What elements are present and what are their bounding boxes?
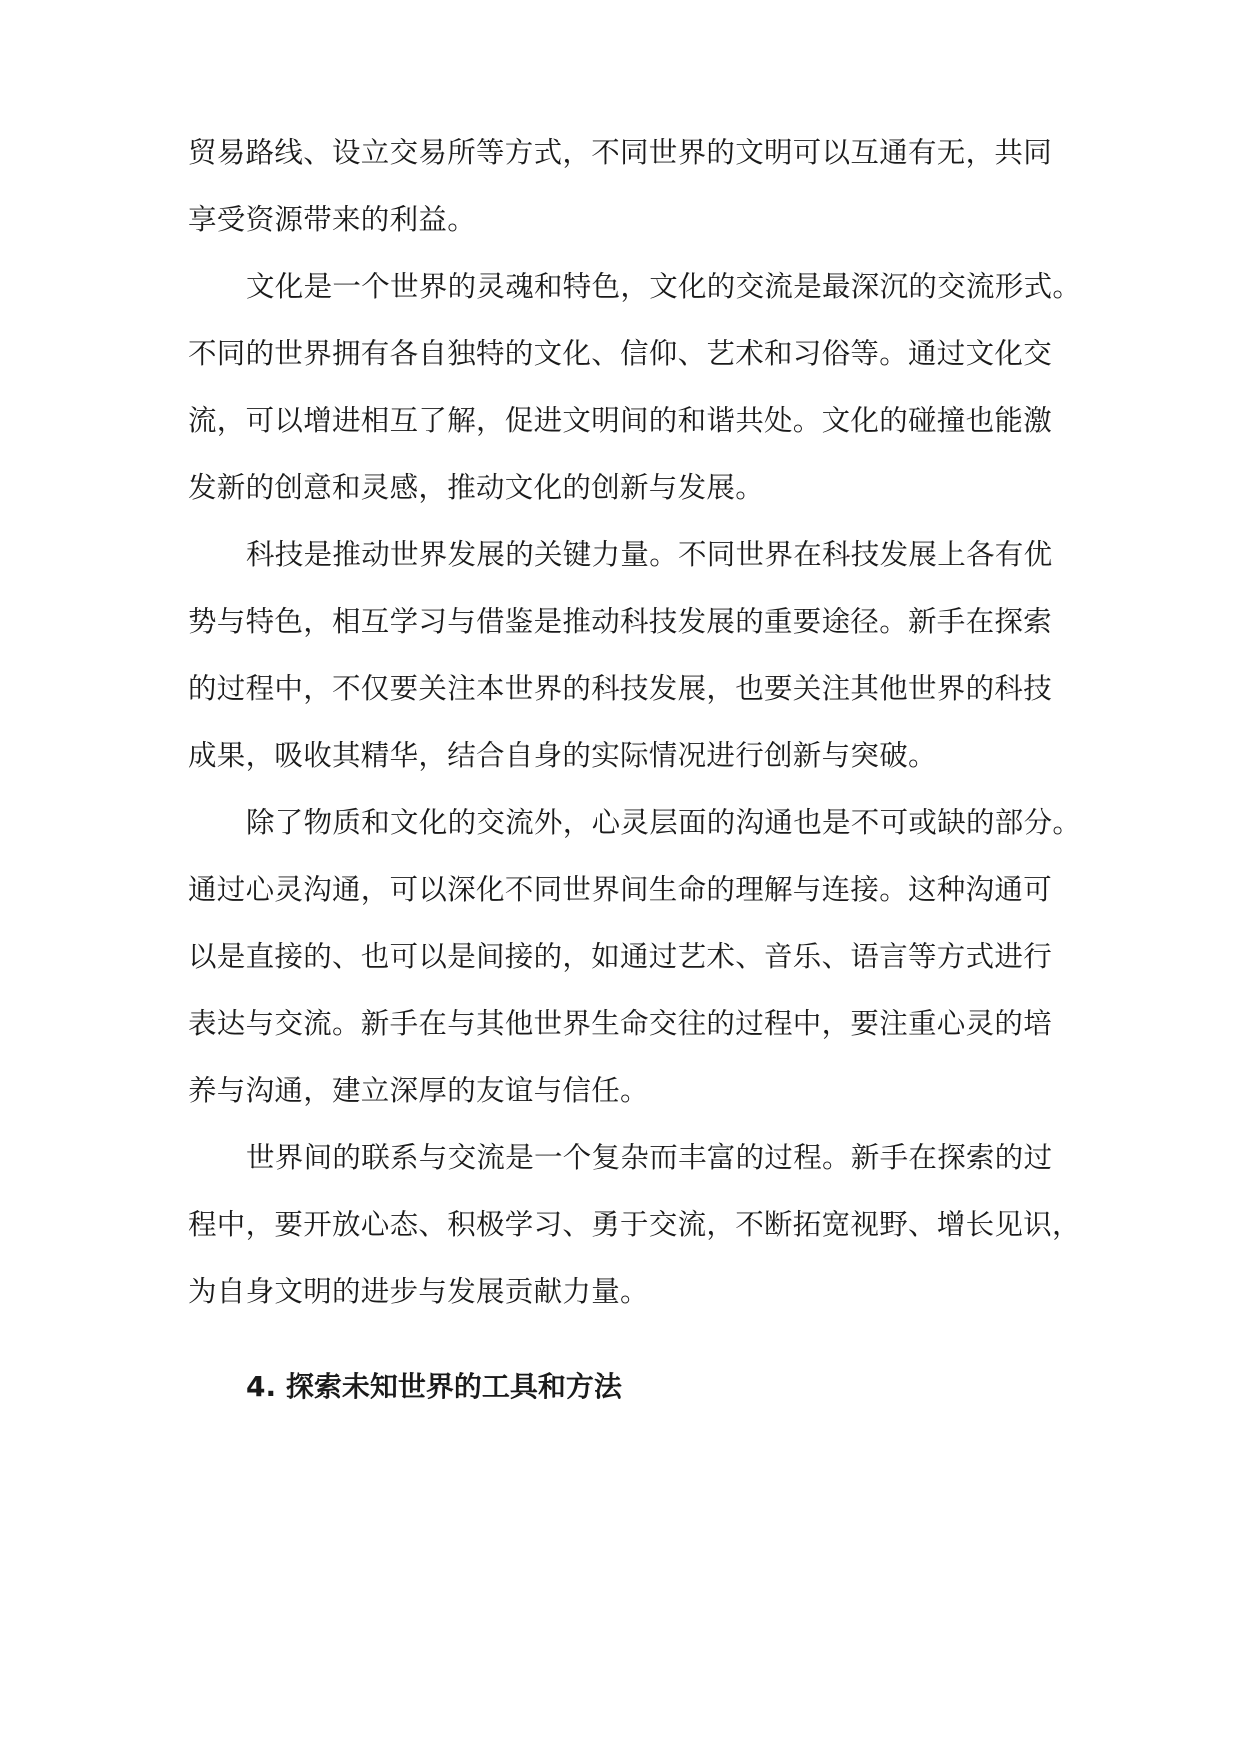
text-line: 以是直接的、也可以是间接的，如通过艺术、音乐、语言等方式进行: [188, 940, 1053, 973]
text-line: 发新的创意和灵感，推动文化的创新与发展。: [188, 471, 765, 504]
text-line: 养与沟通，建立深厚的友谊与信任。: [188, 1074, 649, 1107]
text-line: 科技是推动世界发展的关键力量。不同世界在科技发展上各有优: [246, 538, 1053, 571]
text-line: 世界间的联系与交流是一个复杂而丰富的过程。新手在探索的过: [246, 1141, 1053, 1174]
text-line: 流，可以增进相互了解，促进文明间的和谐共处。文化的碰撞也能激: [188, 404, 1053, 437]
text-line: 除了物质和文化的交流外，心灵层面的沟通也是不可或缺的部分。: [246, 806, 1082, 839]
text-line: 为自身文明的进步与发展贡献力量。: [188, 1275, 649, 1308]
text-line: 程中，要开放心态、积极学习、勇于交流，不断拓宽视野、增长见识，: [188, 1208, 1081, 1241]
text-line: 文化是一个世界的灵魂和特色，文化的交流是最深沉的交流形式。: [246, 270, 1082, 303]
section-heading: 4. 探索未知世界的工具和方法: [246, 1370, 622, 1403]
text-line: 的过程中，不仅要关注本世界的科技发展，也要关注其他世界的科技: [188, 672, 1053, 705]
text-line: 成果，吸收其精华，结合自身的实际情况进行创新与突破。: [188, 739, 937, 772]
text-line: 不同的世界拥有各自独特的文化、信仰、艺术和习俗等。通过文化交: [188, 337, 1053, 370]
text-line: 势与特色，相互学习与借鉴是推动科技发展的重要途径。新手在探索: [188, 605, 1053, 638]
text-line: 贸易路线、设立交易所等方式，不同世界的文明可以互通有无，共同: [188, 136, 1053, 169]
text-line: 通过心灵沟通，可以深化不同世界间生命的理解与连接。这种沟通可: [188, 873, 1053, 906]
text-line: 表达与交流。新手在与其他世界生命交往的过程中，要注重心灵的培: [188, 1007, 1053, 1040]
text-line: 享受资源带来的利益。: [188, 203, 477, 236]
